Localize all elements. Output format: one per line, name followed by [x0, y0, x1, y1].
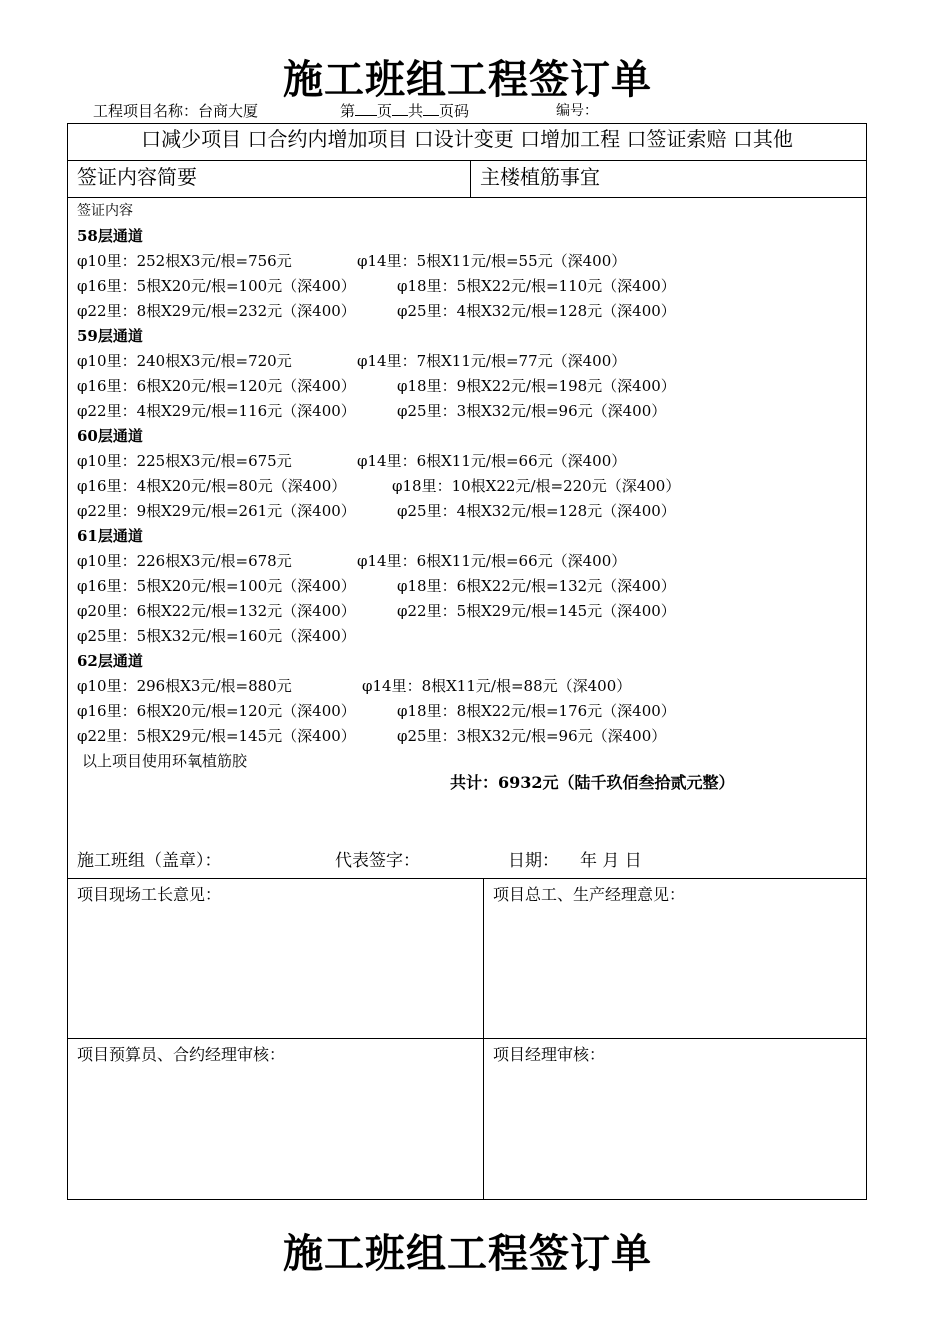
rebar-row [77, 299, 857, 324]
divider [483, 878, 484, 1200]
rebar-row [77, 474, 857, 499]
divider [67, 1038, 867, 1039]
page-blank [355, 102, 377, 116]
summary-label: 签证内容简要 [77, 165, 197, 189]
page-title: 施工班组工程签订单 [283, 56, 652, 103]
manager-review: 项目经理审核： [493, 1045, 606, 1064]
code-label: 编号： [556, 103, 598, 119]
rebar-row [77, 624, 857, 649]
rebar-item-right: φ22里：5根X29元/根=145元（深400） [397, 602, 676, 620]
rebar-row [77, 374, 857, 399]
rebar-item-left: φ16里：5根X20元/根=100元（深400） [77, 277, 356, 295]
floor-heading: 59层通道 [77, 327, 143, 345]
rebar-row [77, 449, 857, 474]
rebar-item-right: φ18里：6根X22元/根=132元（深400） [397, 577, 676, 595]
rebar-item-left: φ10里：240根X3元/根=720元 [77, 352, 292, 370]
floor-heading: 62层通道 [77, 652, 143, 670]
rebar-item-left: φ10里：252根X3元/根=756元 [77, 252, 292, 270]
page-title-repeat: 施工班组工程签订单 [283, 1230, 652, 1277]
page-di: 第 [340, 102, 356, 120]
rebar-row [77, 549, 857, 574]
rebar-row [77, 349, 857, 374]
rebar-row [77, 674, 857, 699]
rebar-item-left: φ16里：6根X20元/根=120元（深400） [77, 377, 356, 395]
visa-content [77, 200, 857, 774]
rebar-row [77, 399, 857, 424]
rebar-item-right: φ25里：3根X32元/根=96元（深400） [397, 727, 667, 745]
date-label: 日期： [508, 851, 559, 871]
page-gong: 共 [408, 102, 424, 120]
rebar-item-left: φ16里：4根X20元/根=80元（深400） [77, 477, 347, 495]
divider [67, 878, 867, 879]
rebar-item-right: φ18里：5根X22元/根=110元（深400） [397, 277, 676, 295]
rebar-item-left: φ16里：6根X20元/根=120元（深400） [77, 702, 356, 720]
rebar-item-right: φ18里：8根X22元/根=176元（深400） [397, 702, 676, 720]
pagecode-blank [423, 102, 439, 116]
budget-review: 项目预算员、合约经理审核： [77, 1045, 286, 1064]
rebar-item-right: φ18里：9根X22元/根=198元（深400） [397, 377, 676, 395]
rebar-row [77, 599, 857, 624]
rep-sign-label: 代表签字： [335, 851, 420, 871]
page-yema: 页码 [439, 102, 470, 120]
page-number-line [340, 100, 469, 121]
rebar-item-left: φ22里：5根X29元/根=145元（深400） [77, 727, 356, 745]
rebar-item-right: φ14里：5根X11元/根=55元（深400） [357, 252, 627, 270]
divider [470, 160, 471, 197]
divider [67, 197, 867, 198]
rebar-item-right: φ14里：7根X11元/根=77元（深400） [357, 352, 627, 370]
rebar-row [77, 274, 857, 299]
content-caption: 签证内容 [77, 203, 133, 219]
rebar-item-left: φ22里：8根X29元/根=232元（深400） [77, 302, 356, 320]
page-ye: 页 [377, 102, 393, 120]
rebar-item-right: φ14里：8根X11元/根=88元（深400） [362, 677, 632, 695]
rebar-item-left: φ22里：4根X29元/根=116元（深400） [77, 402, 356, 420]
summary-value: 主楼植筋事宜 [480, 165, 600, 189]
rebar-row [77, 724, 857, 749]
adhesive-note: 以上项目使用环氧植筋胶 [82, 752, 248, 770]
rebar-item-right: φ14里：6根X11元/根=66元（深400） [357, 452, 627, 470]
rebar-item-left: φ22里：9根X29元/根=261元（深400） [77, 502, 356, 520]
rebar-row [77, 574, 857, 599]
change-type-options: 口减少项目 口合约内增加项目 口设计变更 口增加工程 口签证索赔 口其他 [141, 127, 793, 151]
chief-engineer-opinion: 项目总工、生产经理意见： [493, 885, 686, 904]
floor-heading: 61层通道 [77, 527, 143, 545]
project-name-label: 工程项目名称：台商大厦 [93, 102, 259, 120]
total-amount: 共计：6932元（陆千玖佰叁拾贰元整） [450, 773, 735, 792]
rebar-item-right: φ18里：10根X22元/根=220元（深400） [392, 477, 681, 495]
floor-heading: 60层通道 [77, 427, 143, 445]
rebar-row [77, 499, 857, 524]
floor-heading: 58层通道 [77, 227, 143, 245]
total-blank [392, 102, 408, 116]
rebar-item-left: φ10里：296根X3元/根=880元 [77, 677, 292, 695]
rebar-item-left: φ10里：225根X3元/根=675元 [77, 452, 292, 470]
date-units: 年 月 日 [580, 851, 642, 871]
site-foreman-opinion: 项目现场工长意见： [77, 885, 222, 904]
rebar-item-right: φ14里：6根X11元/根=66元（深400） [357, 552, 627, 570]
rebar-item-left: φ10里：226根X3元/根=678元 [77, 552, 292, 570]
rebar-row [77, 249, 857, 274]
rebar-item-left: φ25里：5根X32元/根=160元（深400） [77, 627, 356, 645]
rebar-item-right: φ25里：4根X32元/根=128元（深400） [397, 302, 676, 320]
team-stamp-label: 施工班组（盖章）： [77, 851, 222, 871]
rebar-item-right: φ25里：4根X32元/根=128元（深400） [397, 502, 676, 520]
rebar-item-left: φ16里：5根X20元/根=100元（深400） [77, 577, 356, 595]
rebar-item-left: φ20里：6根X22元/根=132元（深400） [77, 602, 356, 620]
rebar-item-right: φ25里：3根X32元/根=96元（深400） [397, 402, 667, 420]
rebar-row [77, 699, 857, 724]
